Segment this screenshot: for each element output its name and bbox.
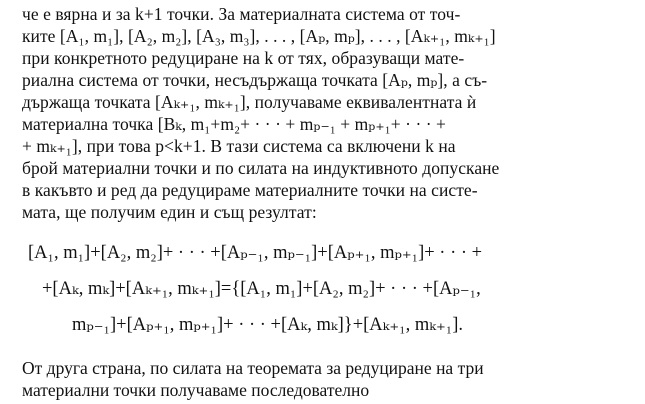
- paragraph-line-5: държаща точката [Aₖ₊₁, mₖ₊₁], получаваме еквивалентната ѝ: [22, 92, 477, 112]
- equation-line-3: mₚ₋₁]+[Aₚ₊₁, mₚ₊₁]+ · · · +[Aₖ, mₖ]}+[Aₖ₊₁, mₖ₊₁].: [72, 315, 463, 335]
- paragraph-line-6: материална точка [Bₖ, m₁+m₂+ · · · + mₚ₋₁ + mₚ₊₁+ · · · +: [22, 114, 446, 134]
- equation-line-2: +[Aₖ, mₖ]+[Aₖ₊₁, mₖ₊₁]={[A₁, m₁]+[A₂, m₂]+ · · · +[Aₚ₋₁,: [42, 279, 481, 299]
- paragraph-line-9: в какъвто и ред да редуцираме материалните точки на систе-: [22, 180, 478, 200]
- closing-line-2: материални точки получаваме последователно: [22, 380, 370, 400]
- paragraph-line-8: брой материални точки и по силата на индуктивното допускане: [22, 158, 500, 178]
- paragraph-line-3: при конкретното редуциране на k от тях, образуващи мате-: [22, 48, 465, 68]
- closing-line-1: От друга страна, по силата на теоремата за редуциране на три: [22, 358, 484, 378]
- paragraph-line-4: риална система от точки, несъдържаща точката [Aₚ, mₚ], а съ-: [22, 70, 488, 90]
- equation-line-1: [A₁, m₁]+[A₂, m₂]+ · · · +[Aₚ₋₁, mₚ₋₁]+[Aₚ₊₁, mₚ₊₁]+ · · · +: [28, 243, 483, 263]
- paragraph-line-2: ките [A₁, m₁], [A₂, m₂], [A₃, m₃], . . . , [Aₚ, mₚ], . . . , [Aₖ₊₁, mₖ₊₁]: [22, 26, 496, 46]
- paragraph-line-7: + mₖ₊₁], при това p<k+1. В тази система са включени k на: [22, 136, 456, 156]
- paragraph-line-1: че е вярна и за k+1 точки. За материалната система от точ-: [22, 4, 461, 24]
- paragraph-line-10: мата, ще получим един и същ резултат:: [22, 202, 317, 222]
